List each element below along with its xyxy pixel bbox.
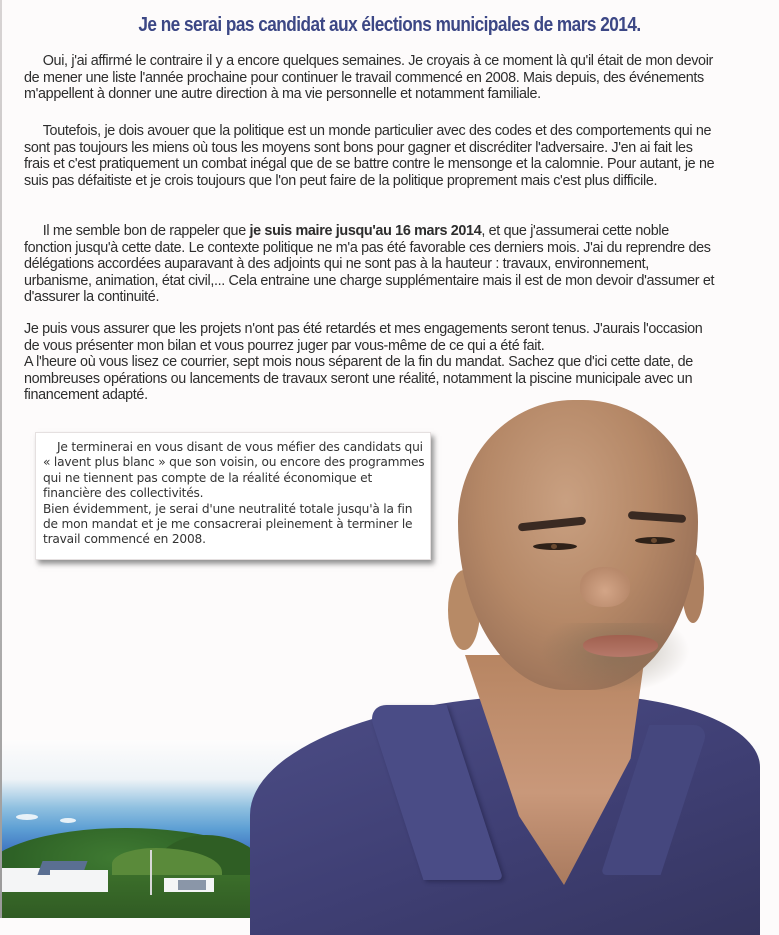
paragraph-3-text-before: Il me semble bon de rappeler que bbox=[42, 223, 250, 239]
nose bbox=[580, 567, 630, 607]
cloud bbox=[60, 818, 76, 823]
paragraph-1 bbox=[24, 53, 719, 103]
house bbox=[50, 870, 108, 892]
mouth bbox=[583, 635, 658, 657]
quote-line-1: Je terminerai en vous disant de vous méfier des candidats qui « lavent plus blanc » que son voisin, ou encore des programmes qui ne tiennent pas compte de la réalité économique et financière des collectivités. bbox=[43, 440, 425, 501]
paragraph-4-line2: A l'heure où vous lisez ce courrier, sept mois nous séparent de la fin du mandat. Sachez que d'ici cette date, de nombreuses opérations ou lancements de travaux seront une réalité, notamment la piscine municipale avec un financement adapté. bbox=[24, 354, 693, 404]
paragraph-1-text: Oui, j'ai affirmé le contraire il y a encore quelques semaines. Je croyais à ce moment là qu'il était de mon devoir de mener une liste l'année prochaine pour continuer le travail commencé en 2008. Mais depuis, des événements m'appellent à donner une autre direction à ma vie personnelle et notamment familiale. bbox=[24, 53, 714, 103]
eye bbox=[635, 537, 675, 544]
paragraph-4-line1: Je puis vous assurer que les projets n'ont pas été retardés et mes engagements seront tenus. J'aurais l'occasion de vous présenter mon bilan et vous pourrez juger par vous-même de ce qui a été fait. bbox=[24, 321, 703, 354]
eye bbox=[533, 543, 577, 550]
cloud bbox=[16, 814, 38, 820]
utility-pole bbox=[150, 850, 152, 895]
stubble bbox=[540, 623, 690, 693]
paragraph-2-text: Toutefois, je dois avouer que la politique est un monde particulier avec des codes et des comportements qui ne sont pas toujours les miens où tous les moyens sont bons pour gagner et discréditer l'adversaire. J'en ai fait les frais et c'est pratiquement un combat inégal que de se battre contre le mensonge et la calomnie. Pour autant, je ne suis pas défaitiste et je crois toujours que l'on peut faire de la politique proprement mais c'est plus difficile. bbox=[24, 123, 715, 189]
paragraph-3-bold: je suis maire jusqu'au 16 mars 2014 bbox=[249, 223, 482, 239]
page-title: Je ne serai pas candidat aux élections municipales de mars 2014. bbox=[138, 14, 641, 36]
quote-text bbox=[43, 440, 427, 548]
quote-line-2: Bien évidemment, je serai d'une neutralité totale jusqu'à la fin de mon mandat et je me consacrerai pleinement à terminer le travail commencé en 2008. bbox=[43, 501, 413, 547]
paragraph-3-text-after: , et que j'assumerai cette noble fonction jusqu'à cette date. Le contexte politique ne m'a pas été favorable ces derniers mois. J'ai du reprendre des délégations accordées auparavant à des adjoints qui ne sont pas à la hauteur : travaux, environnement, urbanisme, animation, état civil,... Cela entraine une charge supplémentaire mais il est de mon devoir d'assumer et d'assurer la continuité. bbox=[24, 223, 715, 306]
house-roof bbox=[178, 880, 206, 890]
quote-box bbox=[35, 432, 431, 560]
paragraph-4 bbox=[24, 321, 719, 404]
paragraph-3 bbox=[24, 223, 719, 306]
paragraph-2 bbox=[24, 123, 719, 189]
